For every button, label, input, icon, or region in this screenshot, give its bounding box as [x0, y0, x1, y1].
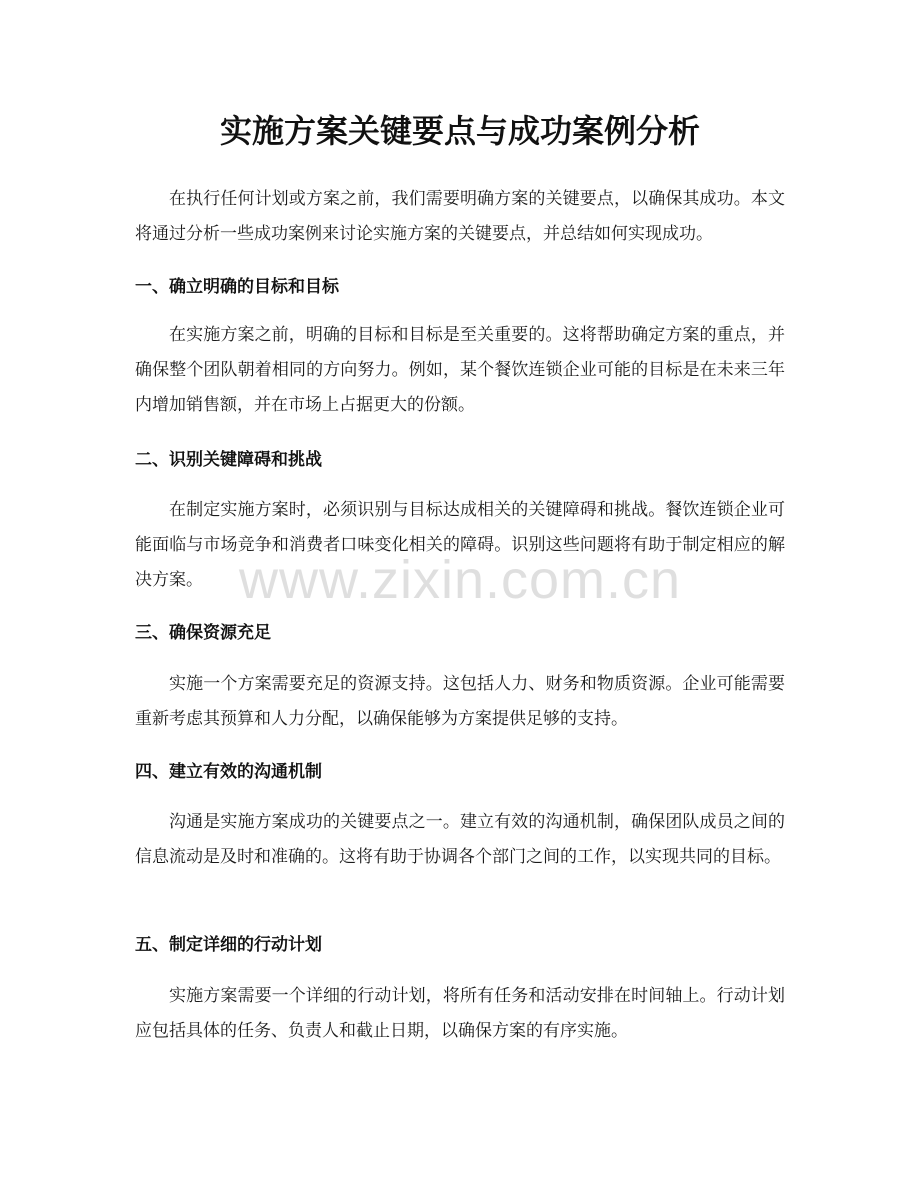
page-title: 实施方案关键要点与成功案例分析: [219, 112, 700, 150]
watermark: www.zixin.com.cn: [238, 550, 682, 610]
section-body-3: 实施一个方案需要充足的资源支持。这包括人力、财务和物质资源。企业可能需要重新考虑其预算和人力分配，以确保能够为方案提供足够的支持。: [135, 674, 785, 729]
section-body-1: 在实施方案之前，明确的目标和目标是至关重要的。这将帮助确定方案的重点，并确保整个团队朝着相同的方向努力。例如，某个餐饮连锁企业可能的目标是在未来三年内增加销售额，并在市场上占据更大的份额。: [135, 325, 785, 415]
section-body-4: 沟通是实施方案成功的关键要点之一。建立有效的沟通机制，确保团队成员之间的信息流动是及时和准确的。这将有助于协调各个部门之间的工作，以实现共同的目标。: [135, 812, 785, 867]
section-heading-4: 四、建立有效的沟通机制: [135, 762, 322, 782]
intro-paragraph: 在执行任何计划或方案之前，我们需要明确方案的关键要点，以确保其成功。本文将通过分析一些成功案例来讨论实施方案的关键要点，并总结如何实现成功。: [135, 189, 785, 244]
section-heading-2: 二、识别关键障碍和挑战: [135, 450, 322, 470]
section-heading-3: 三、确保资源充足: [135, 623, 271, 643]
section-heading-5: 五、制定详细的行动计划: [135, 935, 322, 955]
section-body-2: 在制定实施方案时，必须识别与目标达成相关的关键障碍和挑战。餐饮连锁企业可能面临与市场竞争和消费者口味变化相关的障碍。识别这些问题将有助于制定相应的解决方案。: [135, 500, 785, 590]
section-heading-1: 一、确立明确的目标和目标: [135, 277, 339, 297]
section-body-5: 实施方案需要一个详细的行动计划，将所有任务和活动安排在时间轴上。行动计划应包括具体的任务、负责人和截止日期，以确保方案的有序实施。: [135, 986, 785, 1041]
